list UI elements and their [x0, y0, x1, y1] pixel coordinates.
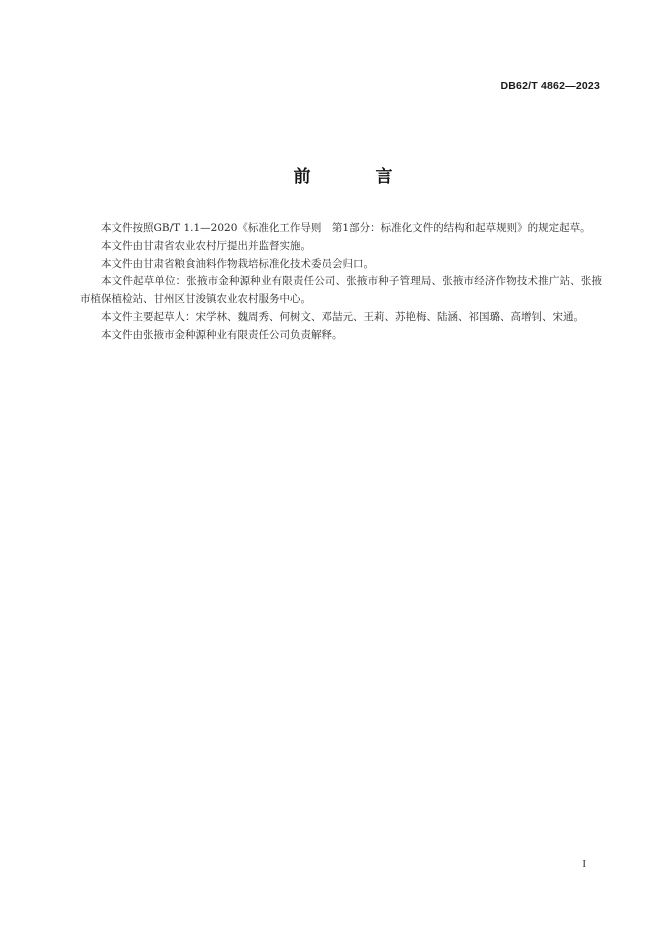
page-number: I	[582, 858, 586, 870]
paragraph-proposer: 本文件由甘肃省农业农村厅提出并监督实施。	[101, 239, 311, 252]
paragraph-interpretation: 本文件由张掖市金种源种业有限责任公司负责解释。	[101, 328, 343, 341]
paragraph-drafters: 本文件主要起草人：宋学林、魏周秀、何树文、邓喆元、王莉、苏艳梅、陆涵、祁国璐、高增钊、宋通。	[101, 310, 584, 323]
standard-code: DB62/T 4862—2023	[500, 80, 600, 92]
paragraph-drafting-rules: 本文件按照GB/T 1.1—2020《标准化工作导则 第1部分：标准化文件的结构和起草规则》的规定起草。	[101, 222, 591, 234]
page-title: 前 言	[293, 167, 417, 187]
paragraph-drafting-units: 本文件起草单位：张掖市金种源种业有限责任公司、张掖市种子管理局、张掖市经济作物技术推广站、张掖市植保植检站、甘州区甘浚镇农业农村服务中心。	[80, 275, 602, 306]
foreword-body	[80, 220, 602, 345]
paragraph-committee: 本文件由甘肃省粮食油料作物栽培标准化技术委员会归口。	[101, 257, 374, 270]
